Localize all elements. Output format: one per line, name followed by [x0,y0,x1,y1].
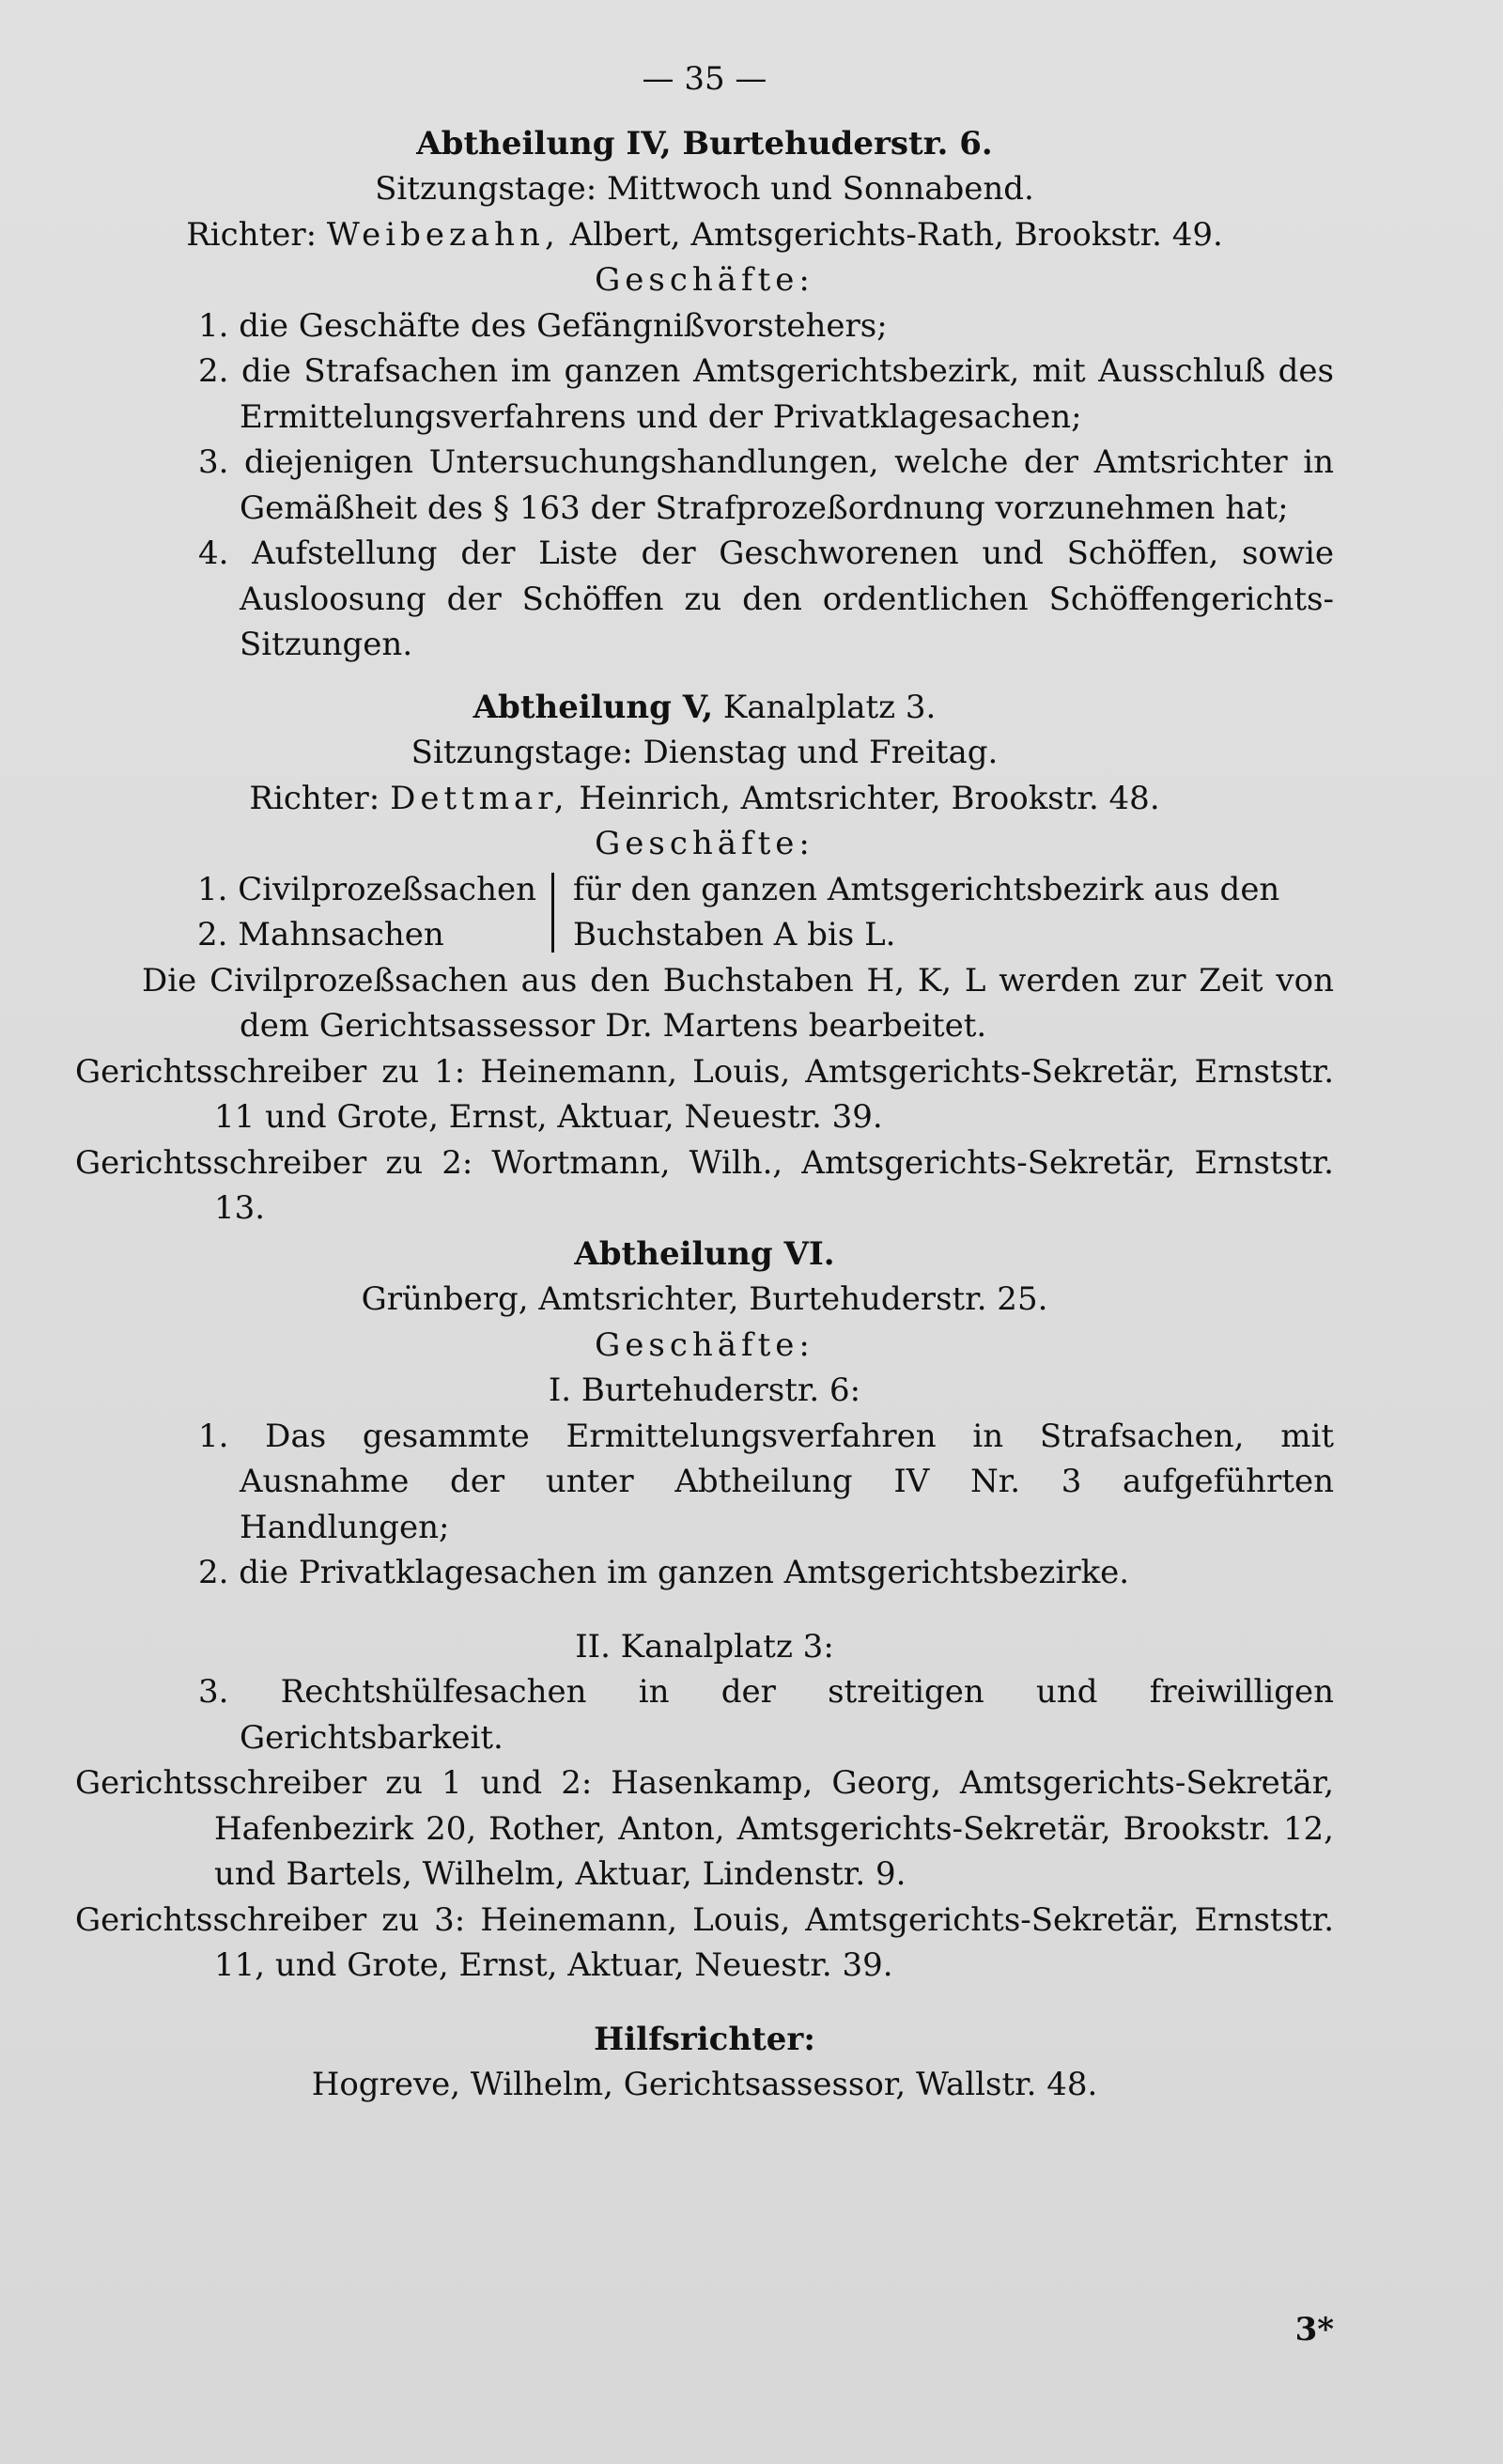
gerichtsschreiber-1-2: Gerichtsschreiber zu 1 und 2: Hasenkamp, Georg, Amtsgerichts-Sekretär, Hafenbezirk 20, Rother, Anton, Amtsgerichts-Sekretär, Brookstr. 12, und Bartels, Wilhelm, Aktuar, Lindenstr. 9. [75,1764,1334,1893]
richter-label: Richter: [186,215,318,254]
civil-note: Die Civilprozeßsachen aus den Buchstaben H, K, L werden zur Zeit von dem Gerichtsassessor Dr. Martens bearbeitet. [142,961,1334,1045]
gerichtsschreiber-1: Gerichtsschreiber zu 1: Heinemann, Louis, Amtsgerichts-Sekretär, Ernststr. 11 und Grote, Ernst, Aktuar, Neuestr. 39. [75,1052,1334,1136]
richter-label: Richter: [249,779,380,817]
hilfsrichter-heading: Hilfsrichter: [594,2020,815,2058]
list-item: 1. Das gesammte Ermittelungsverfahren in Strafsachen, mit Ausnahme der unter Abtheilung IV Nr. 3 aufgeführten Handlungen; [198,1417,1334,1546]
richter-abt5 [75,776,1334,822]
list-item: 1. Civilprozeßsachen [197,870,537,908]
location-heading-2: II. Kanalplatz 3: [575,1627,834,1666]
page-number: — 35 — [642,60,767,98]
geschaefte-heading-abt6: Geschäfte: [595,1325,814,1364]
sitzungstage-abt5: Sitzungstage: Dienstag und Freitag. [411,734,999,771]
list-item: 2. Mahnsachen [197,916,444,953]
brace-items [197,867,546,958]
list-item: 3. diejenigen Untersuchungshandlungen, welche der Amtsrichter in Gemäßheit des § 163 der Strafprozeßordnung vorzunehmen hat; [198,443,1334,527]
richter-details: Heinrich, Amtsrichter, Brookstr. 48. [568,779,1160,817]
section-heading-abt5 [75,685,1334,731]
gerichtsschreiber-3: Gerichtsschreiber zu 3: Heinemann, Louis, Amtsgerichts-Sekretär, Ernststr. 11, und Grote, Ernst, Aktuar, Neuestr. 39. [75,1900,1334,1984]
richter-details: Albert, Amtsgerichts-Rath, Brookstr. 49. [559,215,1223,254]
list-item: 2. die Privatklagesachen im ganzen Amtsgerichtsbezirke. [198,1554,1130,1591]
brace-text: für den ganzen Amtsgerichtsbezirk aus den Buchstaben A bis L. [573,870,1280,953]
heading-rest: Kanalplatz 3. [713,688,937,726]
richter-name: Dettmar, [390,779,569,817]
richter-name: Weibezahn, [326,215,560,254]
list-item: 2. die Strafsachen im ganzen Amtsgerichtsbezirk, mit Ausschluß des Ermittelungsverfahrens und der Privatklagesachen; [198,352,1334,436]
hilfsrichter-name: Hogreve, Wilhelm, Gerichtsassessor, Wallstr. 48. [311,2066,1098,2103]
geschaefte-heading-abt4: Geschäfte: [595,261,814,299]
richter-abt6: Grünberg, Amtsrichter, Burtehuderstr. 25. [361,1280,1048,1318]
heading-bold: Abtheilung IV, [416,124,672,163]
richter-abt4 [75,212,1334,258]
heading-bold: Abtheilung V, [473,688,714,726]
sitzungstage-abt4: Sitzungstage: Mittwoch und Sonnabend. [375,170,1034,208]
page-text [75,56,1334,2108]
brace-divider [551,873,554,953]
location-heading-1: I. Burtehuderstr. 6: [548,1371,861,1409]
list-item: 3. Rechtshülfesachen in der streitigen und freiwilligen Gerichtsbarkeit. [198,1673,1334,1757]
list-item: 4. Aufstellung der Liste der Geschworenen und Schöffen, sowie Ausloosung der Schöffen zu den ordentlichen Schöffengerichts-Sitzungen. [198,535,1334,663]
signature-mark: 3* [1294,2311,1334,2348]
geschaefte-heading-abt5: Geschäfte: [595,825,814,862]
section-heading-abt6: Abtheilung VI. [574,1234,835,1273]
heading-rest: Burtehuderstr. 6. [671,124,993,163]
list-item: 1. die Geschäfte des Gefängnißvorstehers; [198,306,888,345]
gerichtsschreiber-2: Gerichtsschreiber zu 2: Wortmann, Wilh., Amtsgerichts-Sekretär, Ernststr. 13. [75,1143,1334,1227]
brace-group [75,867,1334,958]
section-heading-abt4 [75,121,1334,167]
